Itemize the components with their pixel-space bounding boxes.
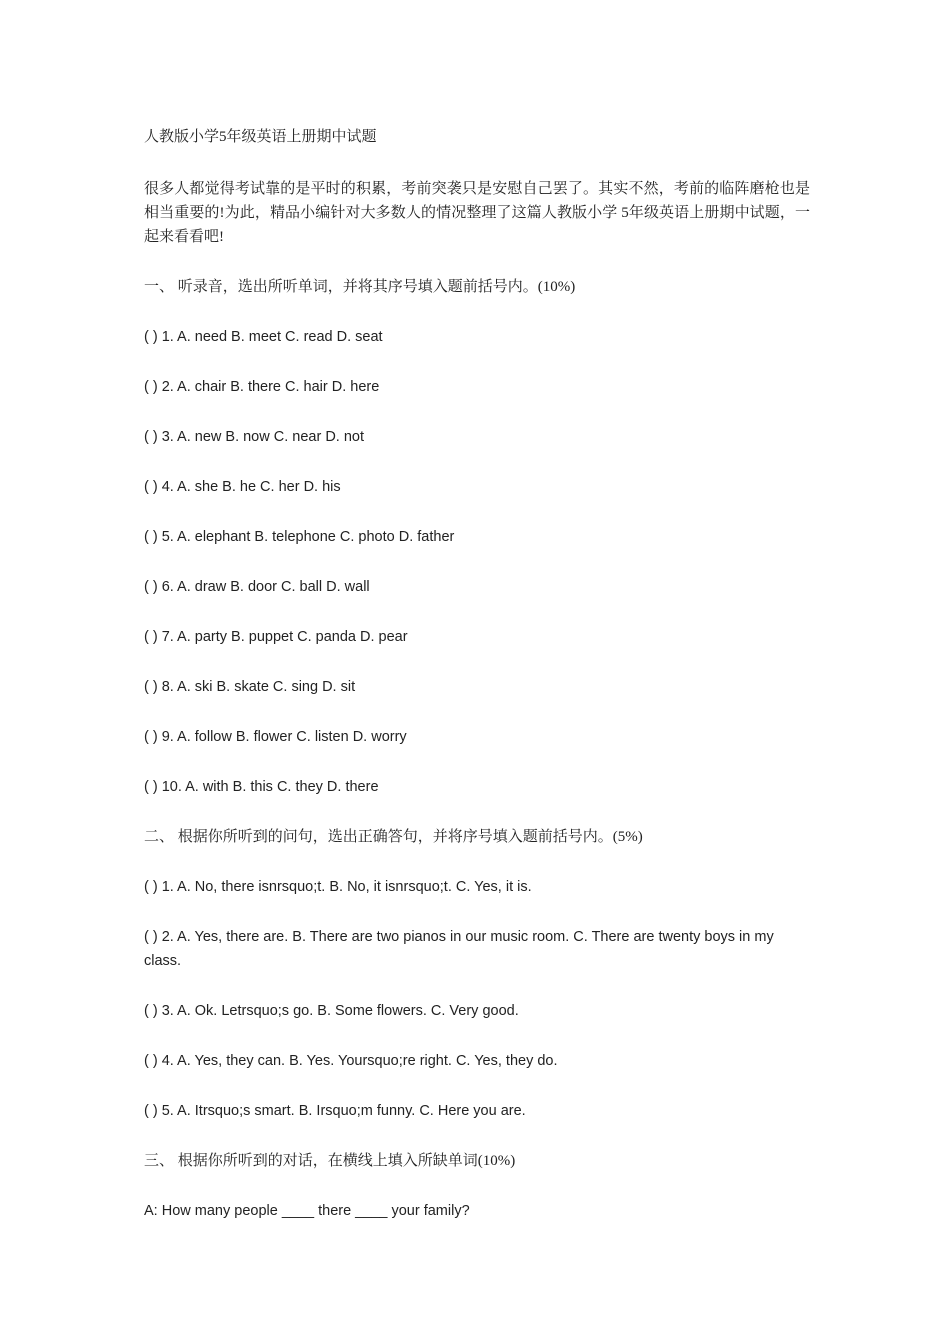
question-item: ( ) 6. A. draw B. door C. ball D. wall	[144, 579, 370, 595]
question-item: ( ) 8. A. ski B. skate C. sing D. sit	[144, 679, 356, 695]
section-heading-3: 三、 根据你所听到的对话，在横线上填入所缺单词(10%)	[144, 1153, 516, 1169]
question-item: ( ) 5. A. elephant B. telephone C. photo D. father	[144, 529, 455, 545]
question-item: ( ) 7. A. party B. puppet C. panda D. pear	[144, 629, 408, 645]
question-item: ( ) 1. A. No, there isnrsquo;t. B. No, it isnrsquo;t. C. Yes, it is.	[144, 879, 532, 895]
section-heading-2: 二、 根据你所听到的问句，选出正确答句，并将序号填入题前括号内。(5%)	[144, 829, 643, 845]
question-item: ( ) 3. A. Ok. Letrsquo;s go. B. Some flowers. C. Very good.	[144, 1003, 519, 1019]
question-item: ( ) 2. A. chair B. there C. hair D. here	[144, 379, 380, 395]
question-item: ( ) 3. A. new B. now C. near D. not	[144, 429, 365, 445]
question-item: ( ) 4. A. she B. he C. her D. his	[144, 479, 341, 495]
dialogue-line: A: How many people ____ there ____ your family?	[144, 1203, 470, 1219]
question-item: ( ) 4. A. Yes, they can. B. Yes. Yoursquo;re right. C. Yes, they do.	[144, 1053, 558, 1069]
intro-paragraph: 很多人都觉得考试靠的是平时的积累，考前突袭只是安慰自己罢了。其实不然，考前的临阵磨枪也是相当重要的!为此，精品小编针对大多数人的情况整理了这篇人教版小学 5年级英语上册期中试题，一起来看看吧!	[144, 181, 810, 245]
question-item: ( ) 9. A. follow B. flower C. listen D. worry	[144, 729, 407, 745]
question-item: ( ) 10. A. with B. this C. they D. there	[144, 779, 379, 795]
document-page	[144, 125, 810, 1249]
question-item: ( ) 1. A. need B. meet C. read D. seat	[144, 329, 383, 345]
question-item: ( ) 5. A. Itrsquo;s smart. B. Irsquo;m funny. C. Here you are.	[144, 1103, 526, 1119]
section-heading-1: 一、 听录音，选出所听单词，并将其序号填入题前括号内。(10%)	[144, 279, 576, 295]
document-title: 人教版小学5年级英语上册期中试题	[144, 129, 377, 145]
question-item: ( ) 2. A. Yes, there are. B. There are two pianos in our music room. C. There are twenty boys in my class.	[144, 929, 778, 969]
